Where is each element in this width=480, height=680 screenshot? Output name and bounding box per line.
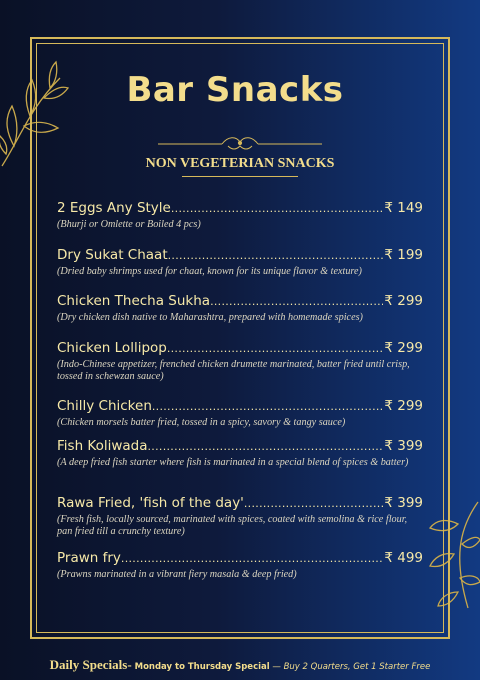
item-description: (A deep fried fish starter where fish is marinated in a special blend of spices & batter): [57, 457, 409, 468]
item-description: (Dried baby shrimps used for chaat, known for its unique flavor & texture): [57, 266, 362, 277]
item-price: ₹ 299: [384, 293, 423, 309]
menu-item: [57, 550, 423, 590]
item-name: Chicken Lollipop: [57, 340, 167, 356]
footer-offer: — Buy 2 Quarters, Get 1 Starter Free: [269, 662, 431, 672]
menu-item: [57, 293, 423, 340]
footer-label: Daily Specials-: [49, 657, 132, 672]
item-price: ₹ 149: [384, 200, 423, 216]
daily-specials-footer: [0, 654, 480, 673]
item-price: ₹ 399: [384, 495, 423, 511]
dot-leader: [210, 295, 383, 308]
item-price: ₹ 399: [384, 438, 423, 454]
dot-leader: [171, 202, 383, 215]
menu-item: [57, 200, 423, 247]
menu-item: [57, 398, 423, 438]
menu-item: [57, 438, 423, 495]
menu-items-list: [57, 200, 423, 590]
page-title: Bar Snacks: [126, 70, 344, 110]
item-name: Chilly Chicken: [57, 398, 152, 414]
item-description: (Chicken morsels batter fried, tossed in a spicy, savory & tangy sauce): [57, 417, 346, 428]
footer-text: Monday to Thursday Special: [131, 662, 270, 672]
item-name: 2 Eggs Any Style: [57, 200, 171, 216]
item-description: (Indo-Chinese appetizer, frenched chicken drumette marinated, batter fried until crisp, tossed in schewzan sauce): [57, 359, 410, 382]
menu-item: [57, 247, 423, 293]
menu-item: [57, 495, 423, 550]
item-description: (Bhurji or Omlette or Boiled 4 pcs): [57, 219, 201, 230]
item-name: Prawn fry: [57, 550, 121, 566]
item-price: ₹ 299: [384, 398, 423, 414]
dot-leader: [121, 552, 383, 565]
dot-leader: [152, 400, 383, 413]
item-name: Fish Koliwada: [57, 438, 148, 454]
item-name: Dry Sukat Chaat: [57, 247, 168, 263]
section-subtitle: NON VEGETERIAN SNACKS: [145, 156, 335, 171]
item-description: (Prawns marinated in a vibrant fiery masala & deep fried): [57, 569, 297, 580]
dot-leader: [168, 249, 384, 262]
item-name: Chicken Thecha Sukha: [57, 293, 211, 309]
item-name: Rawa Fried, 'fish of the day': [57, 495, 244, 511]
flourish-divider-icon: [158, 134, 322, 154]
dot-leader: [148, 440, 384, 453]
item-price: ₹ 499: [384, 550, 423, 566]
item-description: (Dry chicken dish native to Maharashtra, prepared with homemade spices): [57, 312, 363, 323]
subtitle-underline: [182, 176, 298, 177]
menu-item: [57, 340, 423, 398]
dot-leader: [167, 342, 384, 355]
item-description: (Fresh fish, locally sourced, marinated with spices, coated with semolina & rice flour, pan fried till a crunchy texture): [57, 514, 408, 537]
item-price: ₹ 199: [384, 247, 423, 263]
dot-leader: [244, 497, 383, 510]
item-price: ₹ 299: [384, 340, 423, 356]
